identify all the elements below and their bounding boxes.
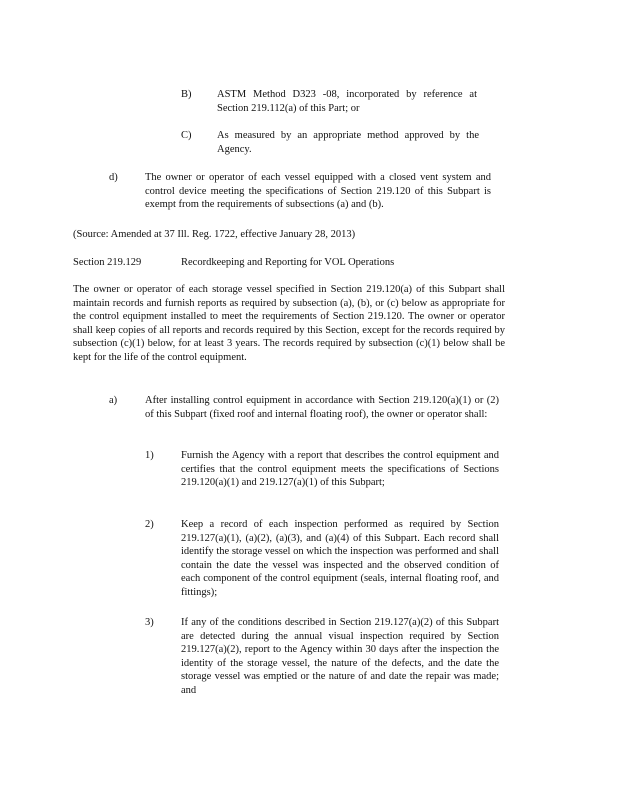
item-c-label: C) — [181, 130, 192, 141]
subsection-a-text: After installing control equipment in accordance with Section 219.120(a)(1) or (2) of this Subpart (fixed roof and internal floating roof), the owner or operator shall: — [145, 395, 499, 420]
section-number: Section 219.129 — [73, 257, 142, 268]
section-title: Recordkeeping and Reporting for VOL Operations — [181, 257, 395, 268]
source-note: (Source: Amended at 37 Ill. Reg. 1722, effective January 28, 2013) — [73, 229, 356, 240]
item-1-label: 1) — [145, 450, 154, 461]
subsection-a-label: a) — [109, 395, 118, 406]
item-b-label: B) — [181, 89, 192, 100]
item-1-text: Furnish the Agency with a report that describes the control equipment and certifies that the control equipment meets the specifications of Sections 219.120(a)(1) and 219.127(a)(1) of this Subpart; — [181, 450, 499, 489]
item-3-text: If any of the conditions described in Section 219.127(a)(2) of this Subpart are detected during the annual visual inspection required by Section 219.127(a)(2), report to the Agency within 30 days after the inspection the identity of the storage vessel, the nature of the defects, and the date the storage vessel was emptied or the nature of and date the repair was made; and — [181, 617, 499, 696]
item-b-text: ASTM Method D323 -08, incorporated by reference at Section 219.112(a) of this Part; or — [217, 89, 477, 114]
item-c-text: As measured by an appropriate method approved by the Agency. — [217, 130, 479, 155]
item-d-label: d) — [109, 172, 118, 183]
item-d-text: The owner or operator of each vessel equipped with a closed vent system and control device meeting the specifications of Section 219.120 of this Subpart is exempt from the requirements of subsections (a) and (b). — [145, 172, 491, 211]
item-2-label: 2) — [145, 519, 154, 530]
item-3-label: 3) — [145, 617, 154, 628]
intro-paragraph: The owner or operator of each storage vessel specified in Section 219.120(a) of this Subpart shall maintain records and furnish reports as required by subsection (a), (b), or (c) below as appropriate for the control equipment installed to meet the requirements of Section 219.120. The owner or operator shall keep copies of all reports and records required by this Section, except for the records required by subsection (c)(1) below, for at least 3 years. The records required by subsection (c)(1) below shall be kept for the life of the control equipment. — [73, 284, 505, 363]
item-2-text: Keep a record of each inspection performed as required by Section 219.127(a)(1), (a)(2), (a)(3), and (a)(4) of this Subpart. Each record shall identify the storage vessel on which the inspection was performed and shall contain the date the vessel was inspected and the observed condition of each component of the control equipment (seals, internal floating roof, and fittings); — [181, 519, 499, 598]
